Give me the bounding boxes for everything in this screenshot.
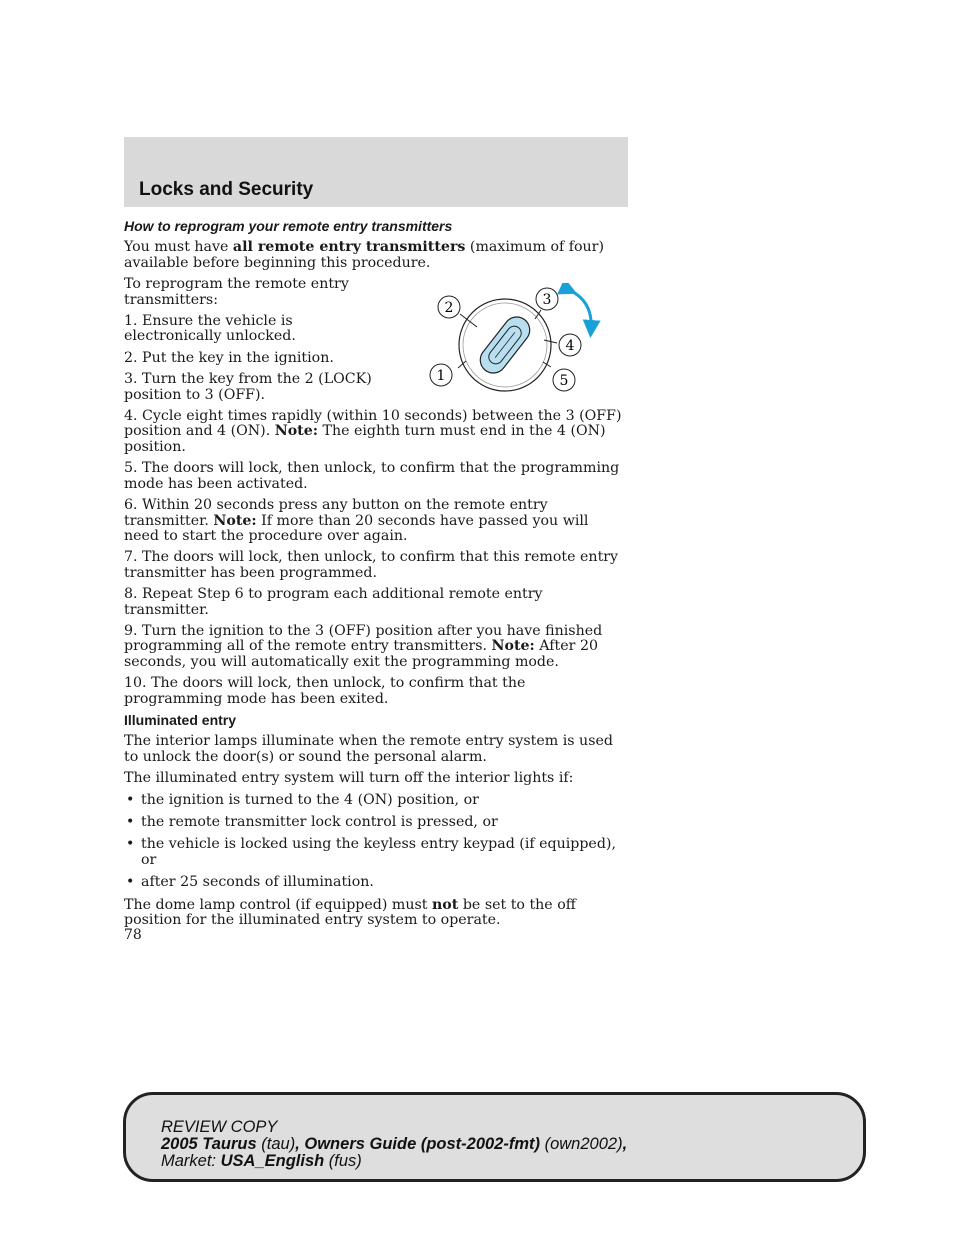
footer-separator: ,	[295, 1135, 305, 1153]
illuminated-paragraph-1: The interior lamps illuminate when the remote entry system is used to unlock the door(s) or sound the personal alarm.	[124, 733, 613, 765]
rotation-arrow-icon	[569, 290, 591, 329]
intro-text-end: (maximum of four) available before beginning this procedure.	[124, 239, 605, 271]
step-9	[124, 624, 624, 670]
step-8: 8. Repeat Step 6 to program each additional remote entry transmitter.	[124, 586, 543, 618]
step-6-note-text: If more than 20 seconds have passed you will need to start the procedure over again.	[124, 512, 589, 544]
footer-model-line	[161, 1136, 627, 1153]
step-2: 2. Put the key in the ignition.	[124, 349, 334, 366]
dome-text: The dome lamp control (if equipped) must	[124, 896, 432, 913]
footer-model: 2005 Taurus	[161, 1135, 257, 1153]
step-4-note-text: The eighth turn must end in the 4 (ON) position.	[124, 423, 606, 455]
step-4	[124, 409, 624, 455]
dome-paragraph	[124, 898, 624, 929]
footer-market-label: Market:	[161, 1152, 221, 1170]
footer-market-code: (fus)	[324, 1152, 362, 1170]
list-item: • after 25 seconds of illumination.	[124, 875, 624, 890]
step-6	[124, 498, 624, 544]
conditions-list	[124, 793, 624, 891]
intro-paragraph	[124, 240, 624, 271]
to-reprogram: To reprogram the remote entry transmitters:	[124, 276, 349, 308]
footer-guide-code: (own2002)	[540, 1135, 623, 1153]
subheading-illuminated: Illuminated entry	[124, 711, 237, 728]
section-header-band	[124, 137, 628, 207]
position-label-3: 3	[542, 292, 552, 308]
subheading-reprogram: How to reprogram your remote entry transmitters	[124, 218, 453, 234]
step-4-text: 4. Cycle eight times rapidly (within 10 seconds) between the 3 (OFF) position and 4 (ON).	[124, 408, 622, 440]
intro-bold: all remote entry transmitters	[232, 239, 466, 256]
dome-bold: not	[431, 896, 459, 913]
intro-text: You must have	[124, 239, 233, 256]
step-9-note: Note:	[491, 638, 535, 655]
step-7: 7. The doors will lock, then unlock, to confirm that this remote entry transmitter has been programmed.	[124, 549, 619, 581]
footer-market-line	[161, 1153, 627, 1170]
position-label-5: 5	[559, 373, 569, 389]
step-9-text: 9. Turn the ignition to the 3 (OFF) position after you have finished programming all of the remote entry transmitters.	[124, 622, 603, 655]
step-4-note: Note:	[274, 423, 318, 440]
step-1: 1. Ensure the vehicle is electronically unlocked.	[124, 313, 296, 345]
step-3: 3. Turn the key from the 2 (LOCK) position to 3 (OFF).	[124, 371, 372, 403]
step-6-note: Note:	[213, 512, 257, 529]
review-copy-label: REVIEW COPY	[161, 1118, 278, 1136]
step-9-note-text: After 20 seconds, you will automatically exit the programming mode.	[124, 638, 598, 670]
page-number: 78	[124, 927, 142, 943]
section-title: Locks and Security	[139, 179, 314, 200]
position-label-1: 1	[436, 368, 446, 384]
footer-separator: ,	[622, 1135, 628, 1153]
position-label-2: 2	[444, 300, 454, 316]
review-copy-footer	[123, 1092, 866, 1182]
dome-text-end: be set to the off position for the illuminated entry system to operate.	[124, 896, 576, 929]
list-item: • the ignition is turned to the 4 (ON) position, or	[124, 793, 624, 808]
footer-model-code: (tau)	[256, 1135, 296, 1153]
step-6-text: 6. Within 20 seconds press any button on the remote entry transmitter.	[124, 497, 548, 529]
list-item: • the remote transmitter lock control is pressed, or	[124, 815, 624, 830]
position-label-4: 4	[565, 338, 575, 354]
footer-market: USA_English	[220, 1152, 325, 1170]
ignition-diagram	[425, 283, 605, 398]
footer-guide: Owners Guide (post-2002-fmt)	[304, 1135, 541, 1153]
step-10: 10. The doors will lock, then unlock, to confirm that the programming mode has been exited.	[124, 675, 526, 707]
footer-text	[161, 1119, 627, 1170]
list-item: • the vehicle is locked using the keyless entry keypad (if equipped), or	[124, 837, 624, 868]
illuminated-paragraph-2: The illuminated entry system will turn off the interior lights if:	[124, 770, 574, 787]
step-5: 5. The doors will lock, then unlock, to confirm that the programming mode has been activated.	[124, 460, 620, 492]
